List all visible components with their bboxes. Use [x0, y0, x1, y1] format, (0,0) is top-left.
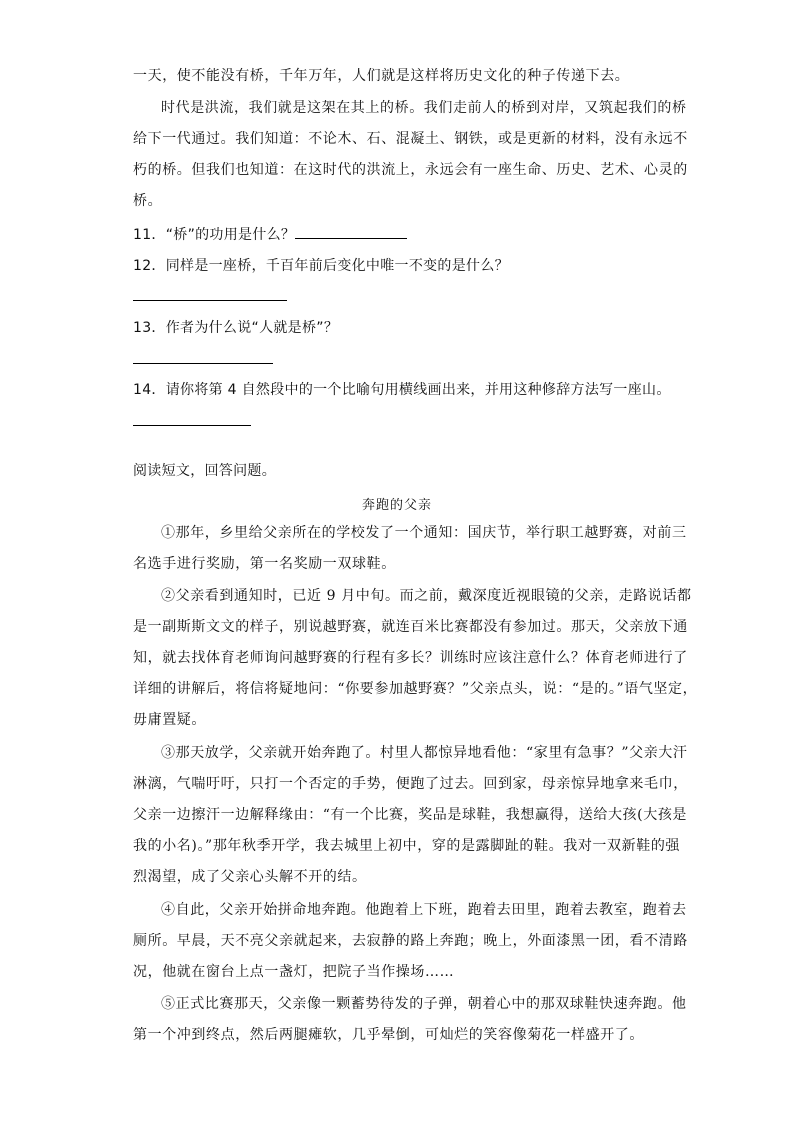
paragraph-4-line: 况，他就在窗台上点一盏灯，把院子当作操场…… — [133, 964, 455, 980]
question-12: 12．同样是一座桥，千百年前后变化中唯一不变的是什么？ — [133, 258, 509, 274]
passage-line: 桥。 — [133, 193, 163, 209]
passage-line: 时代是洪流，我们就是这架在其上的桥。我们走前人的桥到对岸，又筑起我们的桥 — [161, 100, 687, 116]
paragraph-2-line: 是一副斯斯文文的样子，别说越野赛，就连百米比赛都没有参加过。那天，父亲放下通 — [133, 619, 688, 635]
question-11-text: 11．“桥”的功用是什么？ — [133, 227, 296, 243]
question-11 — [133, 224, 663, 245]
paragraph-2-line: 毋庸置疑。 — [133, 712, 206, 728]
answer-blank-12[interactable] — [133, 300, 287, 301]
paragraph-2-line: 知，就去找体育老师询问越野赛的行程有多长？训练时应该注意什么？体育老师进行了 — [133, 650, 688, 666]
answer-blank-14[interactable] — [133, 425, 251, 426]
story-title: 奔跑的父亲 — [361, 498, 432, 513]
paragraph-3-line: 烈渴望，成了父亲心头解不开的结。 — [133, 869, 367, 885]
question-13: 13．作者为什么说“人就是桥”？ — [133, 320, 339, 336]
paragraph-3-line: 父亲一边擦汗一边解释缘由：“有一个比赛，奖品是球鞋，我想赢得，送给大孩(大孩是 — [133, 807, 688, 823]
paragraph-1-line: ①那年，乡里给父亲所在的学校发了一个通知：国庆节，举行职工越野赛，对前三 — [161, 525, 687, 541]
paragraph-3-line: 淋漓，气喘吁吁，只打一个否定的手势，便跑了过去。回到家，母亲惊异地拿来毛巾， — [133, 776, 688, 792]
passage-line: 一天，使不能没有桥，千年万年，人们就是这样将历史文化的种子传递下去。 — [133, 68, 630, 84]
paragraph-1-line: 名选手进行奖励，第一名奖励一双球鞋。 — [133, 556, 396, 572]
paragraph-3-line: 我的小名)。”那年秋季开学，我去城里上初中，穿的是露脚趾的鞋。我对一双新鞋的强 — [133, 838, 681, 854]
paragraph-3-line: ③那天放学，父亲就开始奔跑了。村里人都惊异地看他：“家里有急事？”父亲大汗 — [161, 745, 688, 761]
paragraph-2-line: 详细的讲解后，将信将疑地问：“你要参加越野赛？”父亲点头，说：“是的。”语气坚定， — [133, 681, 698, 697]
answer-blank-11[interactable] — [295, 224, 407, 239]
paragraph-5-line: 第一个冲到终点，然后两腿瘫软，几乎晕倒，可灿烂的笑容像菊花一样盛开了。 — [133, 1027, 644, 1043]
passage-line: 朽的桥。但我们也知道：在这时代的洪流上，永远会有一座生命、历史、艺术、心灵的 — [133, 162, 688, 178]
question-14: 14．请你将第 4 自然段中的一个比喻句用横线画出来，并用这种修辞方法写一座山。 — [133, 382, 671, 398]
reading-instruction: 阅读短文，回答问题。 — [133, 463, 276, 479]
paragraph-5-line: ⑤正式比赛那天，父亲像一颗蓄势待发的子弹，朝着心中的那双球鞋快速奔跑。他 — [161, 996, 687, 1012]
passage-line: 给下一代通过。我们知道：不论木、石、混凝土、钢铁，或是更新的材料，没有永远不 — [133, 131, 688, 147]
paragraph-4-line: 厕所。早晨，天不亮父亲就起来，去寂静的路上奔跑；晚上，外面漆黑一团，看不清路 — [133, 933, 688, 949]
answer-blank-13[interactable] — [133, 363, 273, 364]
paragraph-2-line: ②父亲看到通知时，已近 9 月中旬。而之前，戴深度近视眼镜的父亲，走路说话都 — [161, 588, 692, 604]
paragraph-4-line: ④自此，父亲开始拼命地奔跑。他跑着上下班，跑着去田里，跑着去教室，跑着去 — [161, 902, 687, 918]
